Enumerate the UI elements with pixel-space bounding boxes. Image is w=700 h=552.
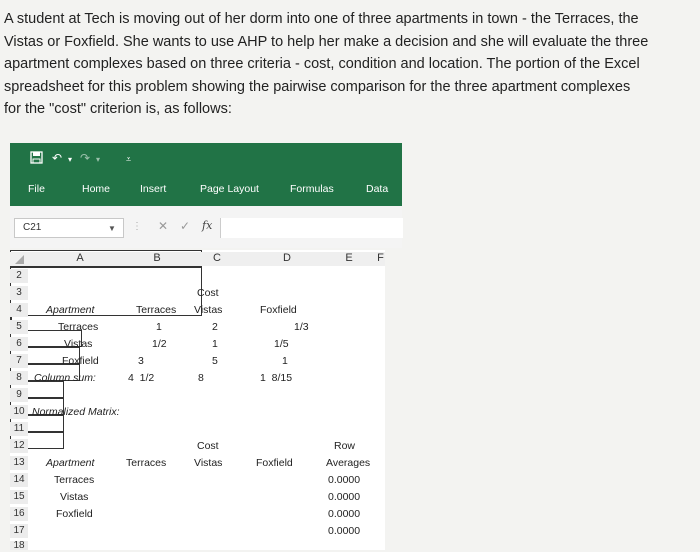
value-cell[interactable]: 1 bbox=[282, 355, 288, 367]
row-header[interactable]: 4 bbox=[10, 303, 28, 317]
row-header[interactable]: 12 bbox=[10, 439, 28, 453]
foxfield-header[interactable]: Foxfield bbox=[260, 304, 297, 316]
row-header[interactable]: 14 bbox=[10, 473, 28, 487]
row-header[interactable]: 6 bbox=[10, 337, 28, 351]
question-line: A student at Tech is moving out of her dorm into one of three apartments in town - the Terraces, the bbox=[4, 11, 639, 27]
column-header-a[interactable]: A bbox=[28, 252, 132, 266]
undo-dropdown-icon[interactable]: ▾ bbox=[68, 155, 73, 164]
tab-formulas[interactable]: Formulas bbox=[290, 183, 334, 195]
chevron-down-icon[interactable]: ▼ bbox=[108, 224, 116, 233]
value-cell[interactable]: 3 bbox=[138, 355, 144, 367]
average-cell[interactable]: 0.0000 bbox=[328, 474, 361, 486]
row-label[interactable]: Foxfield bbox=[56, 508, 93, 520]
terraces-header[interactable]: Terraces bbox=[126, 457, 167, 469]
row-header-label[interactable]: Row bbox=[334, 440, 356, 452]
question-line: apartment complexes based on three criteria - cost, condition and location. The portion of the Excel bbox=[4, 56, 640, 72]
row-header[interactable]: 9 bbox=[10, 388, 28, 402]
row-label[interactable]: Foxfield bbox=[62, 355, 99, 367]
value-cell[interactable]: 1 bbox=[212, 338, 218, 350]
row-header[interactable]: 2 bbox=[10, 269, 28, 283]
value-cell[interactable]: 2 bbox=[212, 321, 218, 333]
row-header[interactable]: 11 bbox=[10, 422, 28, 436]
grip-dots-icon: ⋮ bbox=[132, 221, 142, 232]
value-cell[interactable]: 4 1/2 bbox=[128, 372, 155, 384]
row-header[interactable]: 5 bbox=[10, 320, 28, 334]
redo-dropdown-icon[interactable]: ▾ bbox=[96, 155, 101, 164]
row-label[interactable]: Terraces bbox=[54, 474, 95, 486]
vistas-header[interactable]: Vistas bbox=[194, 457, 223, 469]
row-header[interactable]: 10 bbox=[10, 405, 28, 419]
tab-page-layout[interactable]: Page Layout bbox=[200, 183, 259, 195]
redo-icon[interactable]: ↷ bbox=[80, 151, 91, 165]
formula-bar bbox=[10, 206, 402, 248]
row-header[interactable]: 3 bbox=[10, 286, 28, 300]
foxfield-header[interactable]: Foxfield bbox=[256, 457, 293, 469]
row-header[interactable]: 18 bbox=[10, 541, 28, 550]
value-cell[interactable]: 1 bbox=[156, 321, 162, 333]
question-text bbox=[4, 8, 694, 121]
select-all-corner[interactable] bbox=[10, 252, 28, 266]
tab-data[interactable]: Data bbox=[366, 183, 389, 195]
question-line: for the "cost" criterion is, as follows: bbox=[4, 101, 232, 117]
row-header[interactable]: 17 bbox=[10, 524, 28, 538]
column-header-f[interactable]: F bbox=[377, 252, 384, 264]
row-label[interactable]: Vistas bbox=[60, 491, 89, 503]
tab-file[interactable]: File bbox=[28, 183, 45, 195]
excel-ribbon bbox=[10, 143, 402, 206]
row-header[interactable]: 13 bbox=[10, 456, 28, 470]
average-cell[interactable]: 0.0000 bbox=[328, 508, 361, 520]
row-header[interactable]: 8 bbox=[10, 371, 28, 385]
value-cell[interactable]: 5 bbox=[212, 355, 218, 367]
cost-header[interactable]: Cost bbox=[197, 440, 219, 452]
insert-function-icon[interactable]: fx bbox=[202, 219, 213, 232]
average-cell[interactable]: 0.0000 bbox=[328, 525, 361, 537]
name-box-value: C21 bbox=[23, 222, 42, 233]
tab-home[interactable]: Home bbox=[82, 183, 111, 195]
row-header[interactable]: 15 bbox=[10, 490, 28, 504]
value-cell[interactable]: 1/5 bbox=[274, 338, 289, 350]
value-cell[interactable]: 1 8/15 bbox=[260, 372, 293, 384]
apartment-header[interactable]: Apartment bbox=[46, 304, 95, 316]
question-line: Vistas or Foxfield. She wants to use AHP to help her make a decision and she will evaluate the three bbox=[4, 33, 649, 50]
value-cell[interactable]: 8 bbox=[198, 372, 204, 384]
spreadsheet-grid bbox=[10, 250, 385, 550]
save-icon[interactable] bbox=[30, 151, 43, 167]
tab-insert[interactable]: Insert bbox=[140, 183, 167, 195]
row-label[interactable]: Vistas bbox=[64, 338, 93, 350]
customize-toolbar-icon[interactable]: ⩡ bbox=[126, 154, 132, 164]
terraces-header[interactable]: Terraces bbox=[136, 304, 177, 316]
formula-input[interactable] bbox=[220, 218, 403, 238]
column-header-b[interactable]: B bbox=[132, 252, 182, 266]
averages-header[interactable]: Averages bbox=[326, 457, 371, 469]
normalized-matrix-label[interactable]: Normalized Matrix: bbox=[32, 406, 120, 418]
average-cell[interactable]: 0.0000 bbox=[328, 491, 361, 503]
row-label[interactable]: Terraces bbox=[58, 321, 99, 333]
apartment-header[interactable]: Apartment bbox=[46, 457, 95, 469]
column-header-c[interactable]: C bbox=[182, 252, 252, 266]
undo-icon[interactable]: ↶ bbox=[52, 151, 63, 165]
value-cell[interactable]: 1/3 bbox=[294, 321, 309, 333]
cancel-icon[interactable]: ✕ bbox=[158, 219, 169, 233]
row-header[interactable]: 7 bbox=[10, 354, 28, 368]
column-sum-label[interactable]: Column sum: bbox=[34, 372, 96, 384]
cost-header[interactable]: Cost bbox=[197, 287, 219, 299]
vistas-header[interactable]: Vistas bbox=[194, 304, 223, 316]
row-header[interactable]: 16 bbox=[10, 507, 28, 521]
question-line: spreadsheet for this problem showing the pairwise comparison for the three apartment complexes bbox=[4, 78, 631, 95]
value-cell[interactable]: 1/2 bbox=[152, 338, 167, 350]
check-icon[interactable]: ✓ bbox=[180, 219, 191, 233]
column-header-d[interactable]: D bbox=[252, 252, 322, 266]
column-header-e[interactable]: E bbox=[322, 252, 376, 266]
